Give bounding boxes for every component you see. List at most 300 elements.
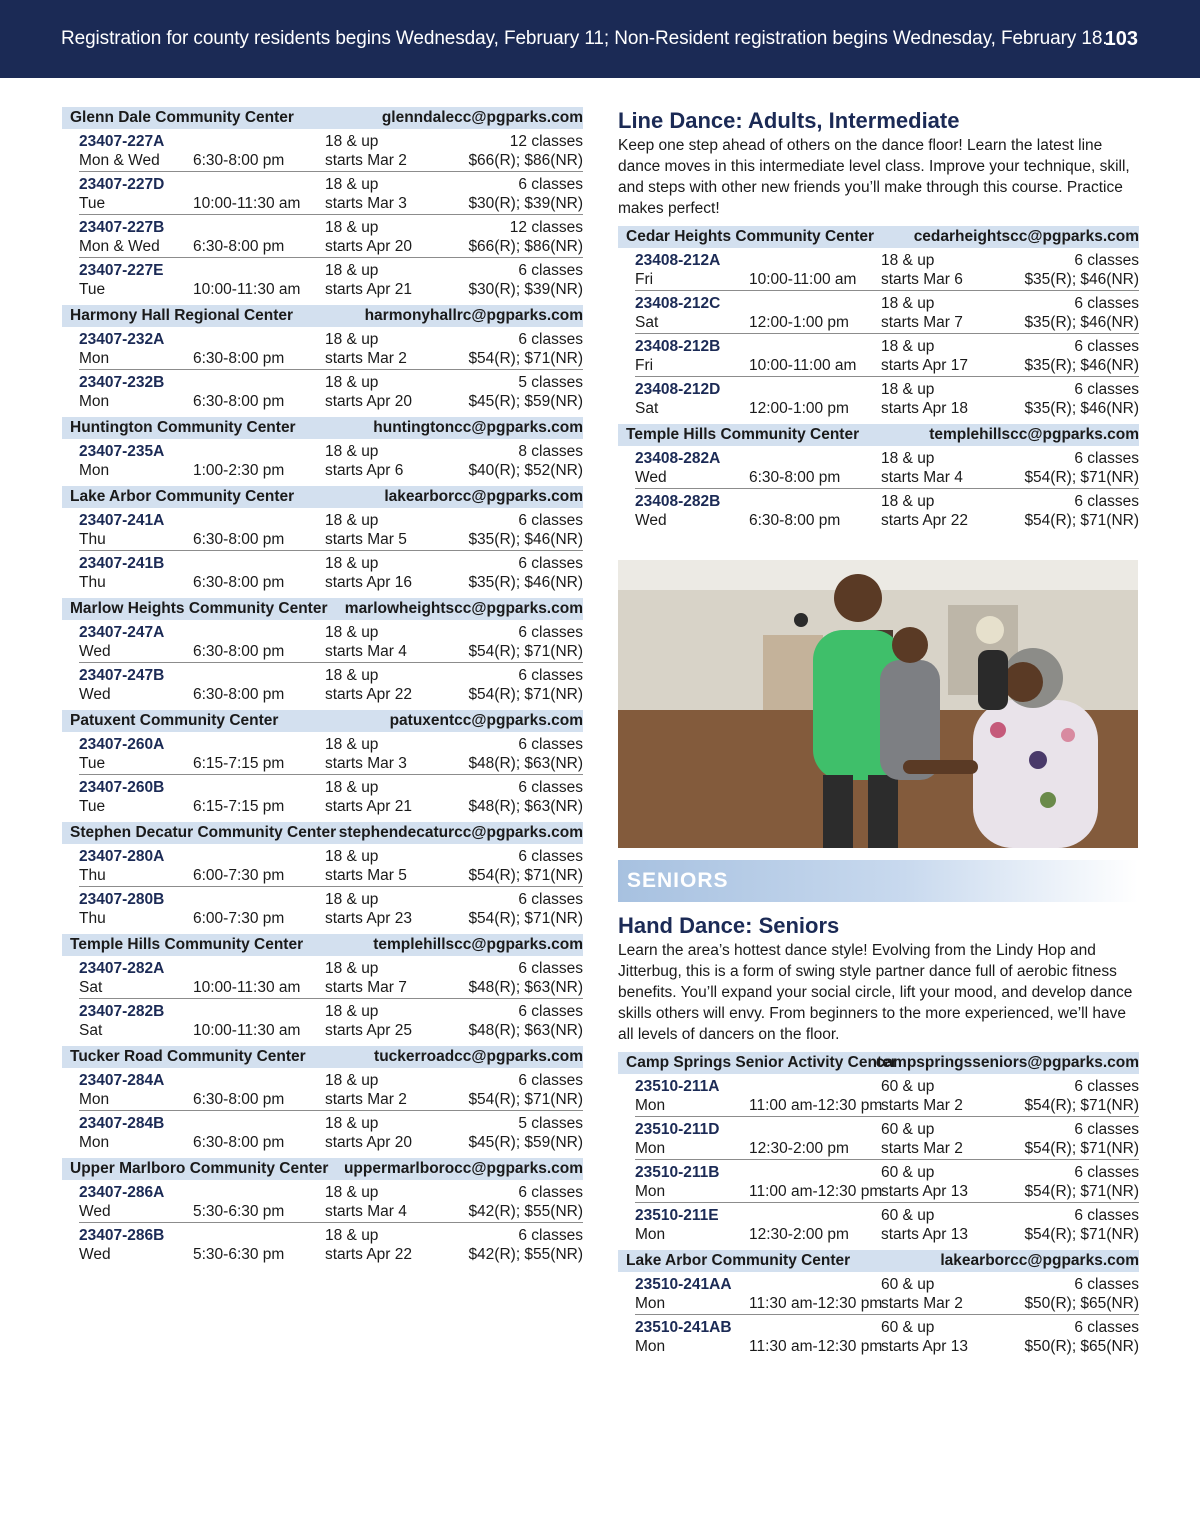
class-age: 18 & up [325, 1072, 379, 1089]
class-time: 11:30 am-12:30 pm [749, 1338, 883, 1355]
class-time: 5:30-6:30 pm [193, 1246, 285, 1263]
class-fee: $66(R); $86(NR) [468, 238, 583, 255]
course-description-line-dance: Keep one step ahead of others on the dance floor! Learn the latest line dance moves in this intermediate level class. Improve your technique, skill, and steps with other new friends you’ll make through this course. Practice makes perfect! [618, 137, 1130, 217]
location-name: Marlow Heights Community Center [70, 600, 328, 617]
location-email-link[interactable]: tuckerroadcc@pgparks.com [374, 1048, 583, 1065]
class-classes: 6 classes [1074, 1319, 1139, 1336]
class-fee: $48(R); $63(NR) [468, 755, 583, 772]
class-classes: 6 classes [518, 331, 583, 348]
class-start: starts Mar 2 [881, 1295, 963, 1312]
class-time: 11:30 am-12:30 pm [749, 1295, 883, 1312]
class-code: 23407-247A [79, 624, 165, 641]
class-start: starts Apr 22 [881, 512, 969, 529]
class-fee: $54(R); $71(NR) [468, 910, 583, 927]
class-day: Wed [635, 469, 667, 486]
class-day: Fri [635, 357, 654, 374]
class-classes: 6 classes [518, 262, 583, 279]
section-label: SENIORS [627, 869, 729, 892]
class-row [79, 129, 583, 172]
class-time: 12:00-1:00 pm [749, 314, 849, 331]
photo-illustration [618, 560, 1138, 848]
class-row [79, 327, 583, 370]
class-classes: 6 classes [518, 736, 583, 753]
location-block [618, 1250, 1139, 1357]
class-time: 11:00 am-12:30 pm [749, 1183, 883, 1200]
class-time: 6:30-8:00 pm [193, 238, 285, 255]
class-age: 60 & up [881, 1319, 935, 1336]
location-email-link[interactable]: patuxentcc@pgparks.com [389, 712, 583, 729]
class-day: Wed [79, 643, 111, 660]
location-header [618, 226, 1139, 248]
class-day: Wed [79, 1246, 111, 1263]
class-start: starts Mar 4 [325, 643, 407, 660]
class-row [79, 370, 583, 412]
class-classes: 5 classes [518, 1115, 583, 1132]
class-age: 18 & up [325, 331, 379, 348]
location-header [62, 598, 583, 620]
class-day: Mon & Wed [79, 152, 160, 169]
class-day: Mon [635, 1295, 666, 1312]
class-code: 23407-227E [79, 262, 164, 279]
class-classes: 8 classes [518, 443, 583, 460]
location-block [62, 107, 583, 300]
top-banner [0, 0, 1200, 78]
class-age: 18 & up [881, 450, 935, 467]
class-time: 10:00-11:30 am [193, 979, 301, 996]
location-block [62, 417, 583, 481]
dancing-seniors-photo [618, 560, 1138, 848]
class-day: Mon [79, 462, 110, 479]
class-time: 12:30-2:00 pm [749, 1226, 849, 1243]
location-name: Cedar Heights Community Center [626, 228, 875, 245]
class-fee: $45(R); $59(NR) [468, 393, 583, 410]
class-fee: $54(R); $71(NR) [1024, 512, 1139, 529]
class-time: 6:15-7:15 pm [193, 755, 285, 772]
class-fee: $35(R); $46(NR) [1024, 271, 1139, 288]
class-start: starts Apr 13 [881, 1226, 969, 1243]
class-start: starts Mar 3 [325, 755, 407, 772]
right-column [618, 107, 1139, 536]
class-day: Sat [635, 314, 659, 331]
class-day: Mon [635, 1183, 666, 1200]
location-email-link[interactable]: templehillscc@pgparks.com [373, 936, 583, 953]
class-classes: 6 classes [1074, 1164, 1139, 1181]
class-row [79, 551, 583, 593]
class-classes: 6 classes [1074, 252, 1139, 269]
class-age: 60 & up [881, 1207, 935, 1224]
class-start: starts Apr 16 [325, 574, 413, 591]
location-block [62, 934, 583, 1041]
class-day: Thu [79, 531, 106, 548]
class-age: 18 & up [325, 1003, 379, 1020]
class-row [635, 1272, 1139, 1315]
location-name: Temple Hills Community Center [70, 936, 304, 953]
class-classes: 6 classes [1074, 381, 1139, 398]
class-start: starts Mar 4 [325, 1203, 407, 1220]
location-name: Huntington Community Center [70, 419, 296, 436]
class-age: 18 & up [325, 133, 379, 150]
location-name: Patuxent Community Center [70, 712, 279, 729]
class-row [635, 446, 1139, 489]
class-age: 18 & up [325, 374, 379, 391]
class-start: starts Mar 2 [881, 1140, 963, 1157]
class-classes: 6 classes [1074, 450, 1139, 467]
class-code: 23407-227A [79, 133, 165, 150]
class-code: 23407-260A [79, 736, 165, 753]
class-row [635, 334, 1139, 377]
class-fee: $35(R); $46(NR) [468, 574, 583, 591]
class-fee: $35(R); $46(NR) [1024, 314, 1139, 331]
class-age: 18 & up [881, 381, 935, 398]
class-fee: $50(R); $65(NR) [1024, 1295, 1139, 1312]
class-row [79, 439, 583, 481]
class-fee: $35(R); $46(NR) [1024, 400, 1139, 417]
class-time: 10:00-11:00 am [749, 357, 857, 374]
class-start: starts Apr 17 [881, 357, 969, 374]
class-day: Mon [635, 1338, 666, 1355]
class-fee: $42(R); $55(NR) [468, 1246, 583, 1263]
course-title-line-dance: Line Dance: Adults, Intermediate [618, 108, 960, 133]
location-block [62, 822, 583, 929]
class-classes: 6 classes [518, 512, 583, 529]
class-time: 6:30-8:00 pm [193, 531, 285, 548]
class-day: Mon [79, 1134, 110, 1151]
class-day: Sat [635, 400, 659, 417]
class-fee: $40(R); $52(NR) [468, 462, 583, 479]
class-code: 23510-211A [635, 1078, 720, 1095]
class-start: starts Mar 2 [325, 152, 407, 169]
class-day: Mon [79, 393, 110, 410]
location-block [62, 710, 583, 817]
class-day: Sat [79, 1022, 103, 1039]
class-time: 6:30-8:00 pm [193, 1134, 285, 1151]
class-start: starts Apr 21 [325, 798, 413, 815]
class-classes: 6 classes [1074, 295, 1139, 312]
class-time: 10:00-11:30 am [193, 281, 301, 298]
class-age: 18 & up [325, 667, 379, 684]
class-code: 23407-282B [79, 1003, 165, 1020]
location-email-link[interactable]: marlowheightscc@pgparks.com [344, 600, 583, 617]
class-row [79, 1068, 583, 1111]
class-row [79, 844, 583, 887]
class-time: 12:00-1:00 pm [749, 400, 849, 417]
class-time: 6:30-8:00 pm [193, 152, 285, 169]
location-block [62, 1158, 583, 1265]
class-code: 23407-241B [79, 555, 165, 572]
class-day: Tue [79, 798, 106, 815]
class-time: 6:30-8:00 pm [193, 1091, 285, 1108]
class-classes: 6 classes [518, 667, 583, 684]
class-row [635, 248, 1139, 291]
class-age: 18 & up [325, 848, 379, 865]
class-fee: $54(R); $71(NR) [1024, 1183, 1139, 1200]
location-name: Lake Arbor Community Center [626, 1252, 851, 1269]
class-code: 23408-282A [635, 450, 721, 467]
class-row [79, 258, 583, 300]
class-classes: 6 classes [1074, 493, 1139, 510]
class-code: 23407-284B [79, 1115, 165, 1132]
location-name: Stephen Decatur Community Center [70, 824, 337, 841]
class-day: Tue [79, 755, 106, 772]
class-time: 11:00 am-12:30 pm [749, 1097, 883, 1114]
location-name: Lake Arbor Community Center [70, 488, 295, 505]
class-time: 6:30-8:00 pm [193, 686, 285, 703]
class-age: 18 & up [325, 1184, 379, 1201]
class-fee: $54(R); $71(NR) [468, 1091, 583, 1108]
location-email-link[interactable]: uppermarlborocc@pgparks.com [343, 1160, 583, 1177]
class-fee: $54(R); $71(NR) [1024, 1226, 1139, 1243]
location-block [618, 1052, 1139, 1245]
class-classes: 6 classes [518, 891, 583, 908]
class-age: 18 & up [881, 493, 935, 510]
class-classes: 5 classes [518, 374, 583, 391]
class-classes: 6 classes [518, 555, 583, 572]
class-start: starts Apr 21 [325, 281, 413, 298]
location-email-link[interactable]: stephendecaturcc@pgparks.com [338, 824, 583, 841]
class-row [79, 172, 583, 215]
class-day: Fri [635, 271, 654, 288]
class-start: starts Apr 25 [325, 1022, 413, 1039]
class-age: 60 & up [881, 1276, 935, 1293]
location-email-link[interactable]: campspringsseniors@pgparks.com [875, 1054, 1139, 1071]
location-block [618, 424, 1139, 531]
class-fee: $54(R); $71(NR) [1024, 1097, 1139, 1114]
class-code: 23407-286B [79, 1227, 165, 1244]
class-start: starts Apr 13 [881, 1338, 969, 1355]
location-email-link[interactable]: harmonyhallrc@pgparks.com [364, 307, 583, 324]
location-header [62, 1046, 583, 1068]
class-start: starts Apr 20 [325, 1134, 413, 1151]
class-start: starts Mar 2 [325, 350, 407, 367]
location-header [62, 305, 583, 327]
class-age: 18 & up [325, 960, 379, 977]
location-header [618, 1250, 1139, 1272]
class-code: 23407-227D [79, 176, 165, 193]
class-time: 6:00-7:30 pm [193, 910, 285, 927]
class-code: 23407-241A [79, 512, 165, 529]
class-day: Sat [79, 979, 103, 996]
class-row [79, 1223, 583, 1265]
class-age: 60 & up [881, 1164, 935, 1181]
location-block [62, 486, 583, 593]
class-code: 23408-212D [635, 381, 721, 398]
class-age: 18 & up [325, 779, 379, 796]
class-age: 18 & up [881, 338, 935, 355]
class-age: 18 & up [325, 555, 379, 572]
class-classes: 6 classes [1074, 1207, 1139, 1224]
location-email-link[interactable]: huntingtoncc@pgparks.com [373, 419, 583, 436]
class-code: 23407-260B [79, 779, 165, 796]
class-row [635, 1117, 1139, 1160]
line-dance-schedule [618, 226, 1139, 531]
class-fee: $42(R); $55(NR) [468, 1203, 583, 1220]
location-name: Upper Marlboro Community Center [70, 1160, 329, 1177]
class-age: 18 & up [881, 252, 935, 269]
class-day: Mon & Wed [79, 238, 160, 255]
class-day: Thu [79, 867, 106, 884]
class-fee: $35(R); $46(NR) [1024, 357, 1139, 374]
class-row [635, 1315, 1139, 1357]
class-day: Mon [79, 350, 110, 367]
class-code: 23407-227B [79, 219, 165, 236]
class-code: 23407-280B [79, 891, 165, 908]
course-description-hand-dance: Learn the area’s hottest dance style! Evolving from the Lindy Hop and Jitterbug, this is a form of swing style partner dance full of aerobic fitness benefits. You’ll expand your social circle, lift your mood, and develop dance skills others will envy. From beginners to the more experienced, we’ll have all levels of dancers on the floor. [618, 942, 1133, 1043]
class-fee: $35(R); $46(NR) [468, 531, 583, 548]
location-name: Glenn Dale Community Center [70, 109, 294, 126]
class-start: starts Mar 3 [325, 195, 407, 212]
location-name: Camp Springs Senior Activity Center [626, 1054, 897, 1071]
class-day: Mon [635, 1097, 666, 1114]
location-email-link[interactable]: lakearborcc@pgparks.com [940, 1252, 1139, 1269]
class-fee: $66(R); $86(NR) [468, 152, 583, 169]
class-time: 6:30-8:00 pm [749, 469, 841, 486]
class-time: 6:15-7:15 pm [193, 798, 285, 815]
location-email-link[interactable]: lakearborcc@pgparks.com [384, 488, 583, 505]
class-row [635, 1074, 1139, 1117]
class-time: 6:30-8:00 pm [193, 393, 285, 410]
seniors-column [618, 912, 1139, 1362]
class-classes: 6 classes [518, 960, 583, 977]
location-header [62, 1158, 583, 1180]
class-day: Wed [79, 1203, 111, 1220]
location-name: Tucker Road Community Center [70, 1048, 306, 1065]
class-row [79, 956, 583, 999]
class-start: starts Mar 5 [325, 867, 407, 884]
location-header [62, 710, 583, 732]
class-time: 6:30-8:00 pm [193, 643, 285, 660]
class-classes: 6 classes [1074, 1078, 1139, 1095]
class-code: 23407-280A [79, 848, 165, 865]
class-classes: 6 classes [518, 1227, 583, 1244]
class-code: 23510-211E [635, 1207, 719, 1224]
class-fee: $54(R); $71(NR) [468, 350, 583, 367]
class-start: starts Mar 2 [881, 1097, 963, 1114]
class-code: 23407-286A [79, 1184, 165, 1201]
location-email-link[interactable]: cedarheightscc@pgparks.com [913, 228, 1139, 245]
class-day: Wed [79, 686, 111, 703]
class-code: 23407-232A [79, 331, 165, 348]
class-time: 6:30-8:00 pm [193, 350, 285, 367]
location-block [62, 598, 583, 705]
class-code: 23510-211D [635, 1121, 720, 1138]
class-time: 10:00-11:30 am [193, 195, 301, 212]
location-name: Harmony Hall Regional Center [70, 307, 294, 324]
class-time: 5:30-6:30 pm [193, 1203, 285, 1220]
class-age: 18 & up [325, 624, 379, 641]
class-code: 23407-282A [79, 960, 165, 977]
class-start: starts Mar 7 [881, 314, 963, 331]
class-fee: $30(R); $39(NR) [468, 195, 583, 212]
class-start: starts Apr 20 [325, 393, 413, 410]
class-classes: 6 classes [518, 176, 583, 193]
class-day: Thu [79, 910, 106, 927]
page-number: 103 [1104, 28, 1138, 50]
class-start: starts Mar 7 [325, 979, 407, 996]
class-code: 23407-232B [79, 374, 165, 391]
class-row [79, 775, 583, 817]
location-email-link[interactable]: templehillscc@pgparks.com [929, 426, 1139, 443]
class-row [79, 620, 583, 663]
class-age: 18 & up [325, 1227, 379, 1244]
class-row [79, 508, 583, 551]
class-age: 18 & up [325, 736, 379, 753]
class-fee: $45(R); $59(NR) [468, 1134, 583, 1151]
class-fee: $48(R); $63(NR) [468, 979, 583, 996]
class-time: 6:30-8:00 pm [749, 512, 841, 529]
class-fee: $48(R); $63(NR) [468, 1022, 583, 1039]
location-header [62, 417, 583, 439]
class-day: Tue [79, 195, 106, 212]
class-classes: 6 classes [518, 1072, 583, 1089]
location-header [62, 486, 583, 508]
class-start: starts Mar 6 [881, 271, 963, 288]
class-day: Wed [635, 512, 667, 529]
class-fee: $30(R); $39(NR) [468, 281, 583, 298]
class-day: Mon [635, 1226, 666, 1243]
class-classes: 12 classes [509, 219, 583, 236]
class-time: 6:00-7:30 pm [193, 867, 285, 884]
class-row [635, 1203, 1139, 1245]
class-classes: 6 classes [1074, 1276, 1139, 1293]
class-code: 23408-282B [635, 493, 721, 510]
left-column [62, 107, 583, 1270]
class-fee: $50(R); $65(NR) [1024, 1338, 1139, 1355]
location-email-link[interactable]: glenndalecc@pgparks.com [381, 109, 583, 126]
class-classes: 6 classes [518, 848, 583, 865]
class-start: starts Mar 4 [881, 469, 963, 486]
class-time: 10:00-11:30 am [193, 1022, 301, 1039]
class-age: 18 & up [325, 176, 379, 193]
class-start: starts Mar 5 [325, 531, 407, 548]
location-header [62, 934, 583, 956]
class-row [79, 1180, 583, 1223]
class-day: Tue [79, 281, 106, 298]
class-classes: 6 classes [518, 624, 583, 641]
class-time: 1:00-2:30 pm [193, 462, 285, 479]
location-block [618, 226, 1139, 419]
location-name: Temple Hills Community Center [626, 426, 860, 443]
class-classes: 6 classes [1074, 1121, 1139, 1138]
class-time: 10:00-11:00 am [749, 271, 857, 288]
location-header [618, 424, 1139, 446]
class-fee: $54(R); $71(NR) [1024, 1140, 1139, 1157]
class-start: starts Apr 23 [325, 910, 413, 927]
class-row [635, 291, 1139, 334]
class-row [79, 215, 583, 258]
class-age: 18 & up [325, 219, 379, 236]
class-age: 18 & up [325, 443, 379, 460]
class-day: Thu [79, 574, 106, 591]
class-classes: 6 classes [518, 1003, 583, 1020]
class-code: 23407-284A [79, 1072, 165, 1089]
class-age: 60 & up [881, 1078, 935, 1095]
class-fee: $54(R); $71(NR) [1024, 469, 1139, 486]
class-age: 18 & up [325, 262, 379, 279]
class-start: starts Apr 20 [325, 238, 413, 255]
class-row [79, 663, 583, 705]
class-code: 23407-235A [79, 443, 165, 460]
class-row [79, 1111, 583, 1153]
class-age: 18 & up [881, 295, 935, 312]
class-age: 18 & up [325, 512, 379, 529]
class-row [79, 999, 583, 1041]
class-time: 12:30-2:00 pm [749, 1140, 849, 1157]
location-header [62, 822, 583, 844]
section-header-seniors [618, 860, 1138, 902]
class-classes: 6 classes [518, 1184, 583, 1201]
class-row [635, 1160, 1139, 1203]
class-classes: 6 classes [1074, 338, 1139, 355]
